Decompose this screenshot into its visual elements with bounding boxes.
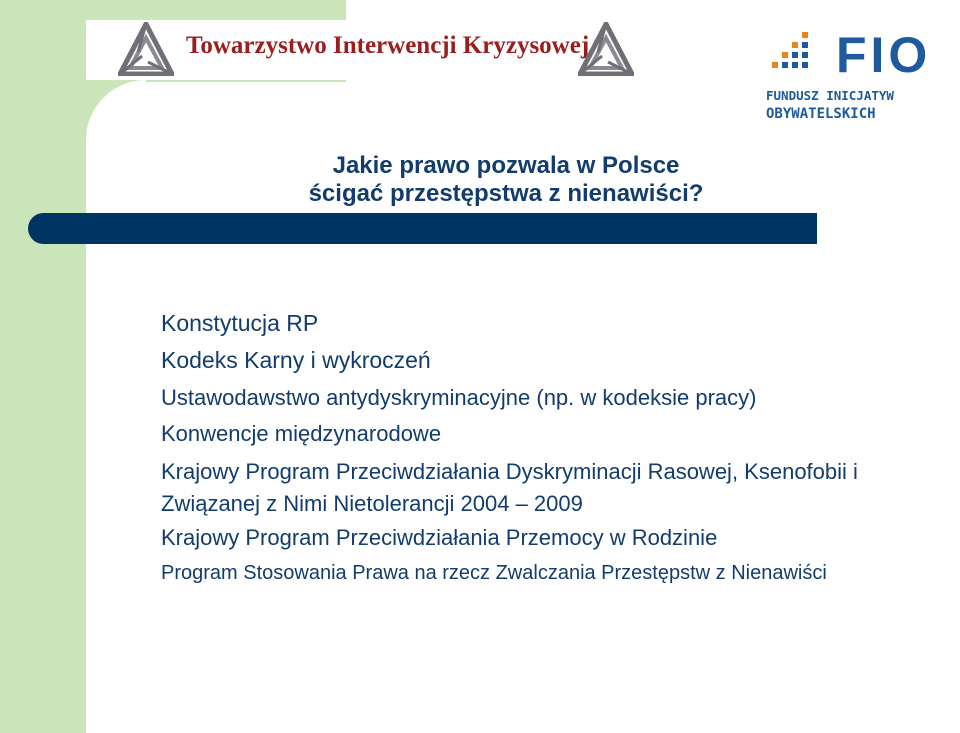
- slide-title: [196, 152, 816, 208]
- title-line-2: ścigać przestępstwa z nienawiści?: [308, 180, 704, 207]
- list-item: Krajowy Program Przeciwdziałania Dyskryminacji Rasowej, Ksenofobii i Związanej z Nimi Nietolerancji 2004 – 2009: [161, 459, 858, 516]
- fio-line2: OBYWATELSKICH: [766, 106, 876, 122]
- list-item: Program Stosowania Prawa na rzecz Zwalczania Przestępstw z Nienawiści: [161, 562, 827, 584]
- fio-acronym: FIO: [836, 27, 932, 83]
- side-band: [0, 0, 86, 733]
- fio-logo-icon: [762, 22, 950, 124]
- list-item: Krajowy Program Przeciwdziałania Przemocy w Rodzinie: [161, 525, 718, 550]
- list-item: Ustawodawstwo antydyskryminacyjne (np. w kodeksie pracy): [161, 385, 757, 410]
- curve-decoration: [86, 80, 146, 140]
- organization-name: Towarzystwo Interwencji Kryzysowej: [186, 32, 590, 59]
- title-line-1: Jakie prawo pozwala w Polsce: [332, 152, 680, 179]
- list-item: Konstytucja RP: [161, 310, 319, 336]
- fio-dots-icon: [772, 32, 808, 68]
- title-bar: [28, 213, 817, 244]
- list-item: Kodeks Karny i wykroczeń: [161, 347, 431, 373]
- tik-logo-icon: [578, 22, 634, 76]
- content-list: [161, 310, 901, 587]
- tik-logo-icon: [118, 22, 174, 76]
- fio-line1: FUNDUSZ INICJATYW: [766, 88, 894, 103]
- list-item: Konwencje międzynarodowe: [161, 421, 442, 446]
